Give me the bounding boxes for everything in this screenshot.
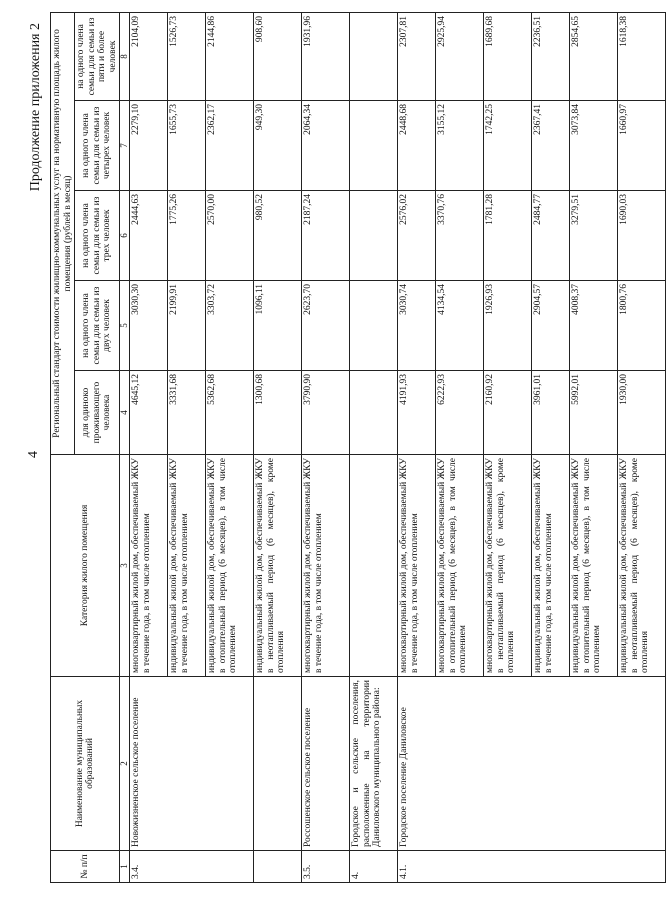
standard-value: 3961,01 [532,371,570,455]
standard-value: 4645,12 [130,371,168,455]
standard-value [350,191,398,281]
header-num: № п/п [51,851,120,883]
municipality-name: Новожизненское сельское поселение [130,677,254,851]
housing-category: индивидуальный жилой дом, обеспечиваемый ЖКУ в отопительный период (6 месяцев), в том числе отоплением [206,455,254,677]
standard-value: 3030,30 [130,281,168,371]
standard-value: 2187,24 [302,191,350,281]
standard-value: 3331,68 [168,371,206,455]
standard-value: 2444,63 [130,191,168,281]
standard-value: 2925,94 [436,12,484,100]
standard-value: 2904,57 [532,281,570,371]
standard-value: 3279,51 [570,191,618,281]
standard-value: 2279,10 [130,101,168,191]
standard-value: 1096,11 [254,281,302,371]
header-sub-1: для одиноко проживающего человека [75,371,120,455]
housing-category [350,455,398,677]
header-name: Наименование муниципальных образований [51,677,120,851]
standard-value: 1300,68 [254,371,302,455]
housing-category: индивидуальный жилой дом, обеспечиваемый ЖКУ в течение года, в том числе отоплением [168,455,206,677]
standard-value: 1800,76 [618,281,666,371]
standard-value: 949,30 [254,101,302,191]
standard-value [350,12,398,100]
col-number: 2 [120,677,130,851]
row-number: 3.4. [130,851,254,883]
housing-category: многоквартирный жилой дом, обеспечиваемый ЖКУ в течение года, в том числе отоплением [130,455,168,677]
standard-value: 2367,41 [532,101,570,191]
table-body [130,12,666,882]
row-number: 3.5. [302,851,350,883]
standard-value: 2623,70 [302,281,350,371]
standard-value: 2570,00 [206,191,254,281]
housing-category: многоквартирный жилой дом, обеспечиваемый ЖКУ в течение года, в том числе отоплением [302,455,350,677]
table-row [398,12,436,882]
standard-value: 3303,72 [206,281,254,371]
standard-value: 2448,68 [398,101,436,191]
municipality-name: Городское и сельские поселения, расположенные на территории Даниловского муниципального района: [350,677,398,851]
housing-category: индивидуальный жилой дом, обеспечиваемый ЖКУ в течение года, в том числе отоплением [532,455,570,677]
standard-value: 2362,17 [206,101,254,191]
standard-value: 1742,25 [484,101,532,191]
rotated-page [22,13,650,883]
header-sub-5: на одного члена семьи для семьи из пяти и более человек [75,12,120,100]
header-standard: Региональный стандарт стоимости жилищно-коммунальных услуг на нормативную площадь жилого помещения (рублей в месяц) [51,12,75,454]
standard-value: 980,52 [254,191,302,281]
col-number: 3 [120,455,130,677]
standard-value: 1926,93 [484,281,532,371]
standard-value: 2854,65 [570,12,618,100]
standard-value [350,371,398,455]
row-number [254,851,302,883]
col-number: 8 [120,12,130,100]
standard-value: 1775,26 [168,191,206,281]
standard-value: 3155,12 [436,101,484,191]
municipality-name: Городское поселение Даниловское [398,677,666,851]
standard-value: 2104,09 [130,12,168,100]
row-number: 4.1. [398,851,666,883]
table-row [130,12,168,882]
col-number: 7 [120,101,130,191]
table-row [302,12,350,882]
header-category: Категория жилого помещения [51,455,120,677]
standard-value: 1690,03 [618,191,666,281]
standard-value [350,101,398,191]
continuation-title: Продолжение приложения 2 [28,23,43,192]
housing-category: индивидуальный жилой дом, обеспечиваемый ЖКУ в неотапливаемый период (6 месяцев), кроме отопления [254,455,302,677]
municipality-name: Россошенское сельское поселение [302,677,350,851]
header-sub-3: на одного члена семьи для семьи из трех человек [75,191,120,281]
header-sub-2: на одного члена семьи для семьи из двух человек [75,281,120,371]
standard-value: 3370,76 [436,191,484,281]
housing-category: индивидуальный жилой дом, обеспечиваемый ЖКУ в отопительный период (6 месяцев), в том числе отоплением [570,455,618,677]
standard-value: 6222,93 [436,371,484,455]
standard-value: 1781,28 [484,191,532,281]
housing-category: индивидуальный жилой дом, обеспечиваемый ЖКУ в неотапливаемый период (6 месяцев), кроме отопления [618,455,666,677]
standard-value: 3073,84 [570,101,618,191]
col-number: 1 [120,851,130,883]
standard-value: 4134,54 [436,281,484,371]
housing-category: многоквартирный жилой дом, обеспечиваемый ЖКУ в течение года, в том числе отоплением [398,455,436,677]
row-number: 4. [350,851,398,883]
col-number: 4 [120,371,130,455]
standard-value: 1618,38 [618,12,666,100]
standard-value: 2484,77 [532,191,570,281]
standard-value: 5992,01 [570,371,618,455]
standard-value: 1930,00 [618,371,666,455]
standard-value: 1931,96 [302,12,350,100]
standard-value: 1689,68 [484,12,532,100]
header-sub-4: на одного члена семьи для семьи из четырех человек [75,101,120,191]
col-number: 5 [120,281,130,371]
col-number: 6 [120,191,130,281]
standard-value: 2307,81 [398,12,436,100]
standard-value: 1655,73 [168,101,206,191]
standards-table [50,12,666,883]
standard-value: 2576,02 [398,191,436,281]
standard-value: 4191,93 [398,371,436,455]
page-number: 4 [26,451,41,458]
standard-value: 1660,97 [618,101,666,191]
standard-value: 2160,92 [484,371,532,455]
standard-value: 4008,37 [570,281,618,371]
standard-value: 5362,68 [206,371,254,455]
municipality-name [254,677,302,851]
standard-value: 2144,86 [206,12,254,100]
standard-value: 2199,91 [168,281,206,371]
standard-value: 3790,90 [302,371,350,455]
standard-value: 908,60 [254,12,302,100]
housing-category: многоквартирный жилой дом, обеспечиваемый ЖКУ в неотапливаемый период (6 месяцев), кроме отопления [484,455,532,677]
table-row [350,12,398,882]
standard-value: 2064,34 [302,101,350,191]
standard-value [350,281,398,371]
standard-value: 2236,51 [532,12,570,100]
standard-value: 1526,73 [168,12,206,100]
table-row [254,12,302,882]
table-header [51,12,130,882]
housing-category: многоквартирный жилой дом, обеспечиваемый ЖКУ в отопительный период (6 месяцев), в том числе отоплением [436,455,484,677]
standard-value: 3030,74 [398,281,436,371]
